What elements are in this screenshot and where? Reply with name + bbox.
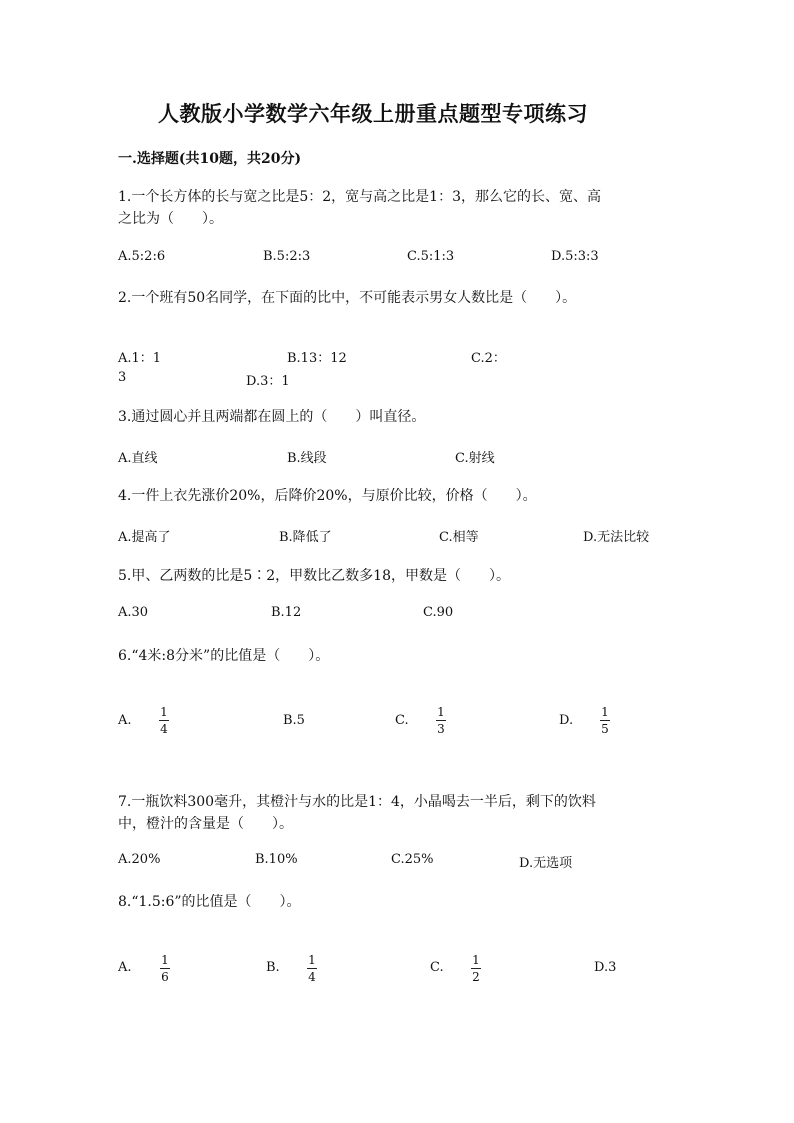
q8-option-b-label: B. bbox=[266, 960, 280, 975]
question-1-line-1: 1.一个长方体的长与宽之比是5：2，宽与高之比是1：3，那么它的长、宽、高 bbox=[118, 189, 601, 205]
q6-option-a-label: A. bbox=[118, 713, 132, 728]
q6-option-a-fraction bbox=[159, 705, 169, 736]
q6-option-d-fraction bbox=[600, 705, 610, 736]
q2-option-d: D.3：1 bbox=[246, 374, 290, 389]
fraction-numerator: 1 bbox=[601, 705, 609, 719]
fraction-bar bbox=[307, 968, 317, 969]
question-3-line-1: 3.通过圆心并且两端都在圆上的（ ）叫直径。 bbox=[118, 409, 426, 425]
fraction-denominator: 6 bbox=[161, 970, 169, 984]
question-2-line-1: 2.一个班有50名同学，在下面的比中，不可能表示男女人数比是（ ）。 bbox=[118, 290, 577, 306]
fraction-denominator: 5 bbox=[601, 722, 609, 736]
question-4-line-1: 4.一件上衣先涨价20%，后降价20%，与原价比较，价格（ ）。 bbox=[118, 488, 537, 504]
fraction-denominator: 2 bbox=[472, 970, 480, 984]
q4-option-b: B.降低了 bbox=[279, 530, 332, 545]
fraction-denominator: 3 bbox=[437, 722, 445, 736]
q1-option-d: D.5:3:3 bbox=[551, 249, 599, 264]
fraction-denominator: 4 bbox=[308, 970, 316, 984]
q2-option-a: A.1：1 bbox=[118, 351, 162, 366]
q4-option-d: D.无法比较 bbox=[583, 530, 650, 545]
q6-option-b: B.5 bbox=[283, 713, 305, 728]
fraction-bar bbox=[471, 968, 481, 969]
q6-option-d-label: D. bbox=[559, 713, 574, 728]
q4-option-a: A.提高了 bbox=[118, 530, 171, 545]
q5-option-a: A.30 bbox=[118, 605, 149, 620]
q3-option-c: C.射线 bbox=[455, 451, 495, 466]
q5-option-c: C.90 bbox=[423, 605, 454, 620]
fraction-bar bbox=[160, 968, 170, 969]
q7-option-a: A.20% bbox=[118, 852, 161, 867]
page-title: 人教版小学数学六年级上册重点题型专项练习 bbox=[158, 101, 588, 126]
q8-option-a-fraction bbox=[160, 953, 170, 984]
q1-option-b: B.5:2:3 bbox=[263, 249, 311, 264]
q2-option-c: C.2： bbox=[471, 351, 506, 366]
fraction-numerator: 1 bbox=[308, 953, 316, 967]
question-1-line-2: 之比为（ ）。 bbox=[118, 211, 223, 227]
q8-option-d: D.3 bbox=[594, 960, 617, 975]
question-7-line-1: 7.一瓶饮料300毫升，其橙汁与水的比是1：4，小晶喝去一半后，剩下的饮料 bbox=[118, 794, 596, 810]
q7-option-c: C.25% bbox=[391, 852, 434, 867]
fraction-numerator: 1 bbox=[161, 953, 169, 967]
section-heading: 一.选择题(共10题，共20分) bbox=[118, 151, 302, 167]
question-5-line-1: 5.甲、乙两数的比是5∶2，甲数比乙数多18，甲数是（ ）。 bbox=[118, 568, 510, 584]
fraction-numerator: 1 bbox=[437, 705, 445, 719]
question-7-line-2: 中，橙汁的含量是（ ）。 bbox=[118, 816, 293, 832]
q3-option-b: B.线段 bbox=[287, 451, 327, 466]
question-8-line-1: 8.“1.5:6”的比值是（ ）。 bbox=[118, 894, 301, 910]
q8-option-b-fraction bbox=[307, 953, 317, 984]
fraction-denominator: 4 bbox=[160, 722, 168, 736]
q8-option-c-label: C. bbox=[430, 960, 444, 975]
q2-option-c-wrap: 3 bbox=[118, 370, 127, 385]
fraction-bar bbox=[600, 720, 610, 721]
question-6-line-1: 6.“4米:8分米”的比值是（ ）。 bbox=[118, 648, 330, 664]
q1-option-a: A.5:2:6 bbox=[118, 249, 166, 264]
fraction-numerator: 1 bbox=[472, 953, 480, 967]
q6-option-c-fraction bbox=[436, 705, 446, 736]
q3-option-a: A.直线 bbox=[118, 451, 158, 466]
q7-option-b: B.10% bbox=[255, 852, 298, 867]
q7-option-d: D.无选项 bbox=[519, 856, 573, 871]
q4-option-c: C.相等 bbox=[439, 530, 479, 545]
q2-option-b: B.13：12 bbox=[287, 351, 347, 366]
fraction-numerator: 1 bbox=[160, 705, 168, 719]
q5-option-b: B.12 bbox=[271, 605, 302, 620]
fraction-bar bbox=[436, 720, 446, 721]
q6-option-c-label: C. bbox=[395, 713, 409, 728]
fraction-bar bbox=[159, 720, 169, 721]
q8-option-a-label: A. bbox=[118, 960, 132, 975]
q8-option-c-fraction bbox=[471, 953, 481, 984]
q1-option-c: C.5:1:3 bbox=[407, 249, 455, 264]
